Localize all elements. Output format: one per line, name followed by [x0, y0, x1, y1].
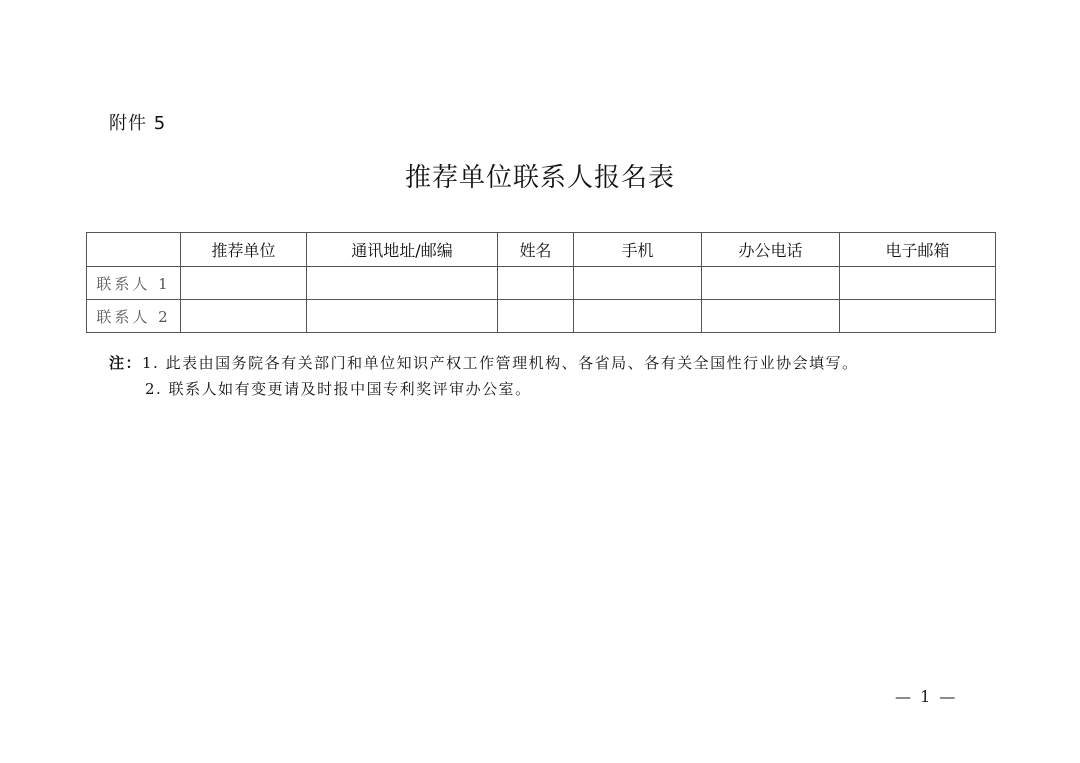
note-text-2: 2. 联系人如有变更请及时报中国专利奖评审办公室。 — [145, 380, 532, 398]
header-recommending-unit: 推荐单位 — [181, 233, 307, 267]
page-number: — 1 — — [895, 687, 958, 706]
note-item-1 — [109, 350, 859, 376]
cell-mobile-1[interactable] — [574, 267, 702, 300]
cell-address-postcode-2[interactable] — [307, 300, 498, 333]
header-corner-cell — [87, 233, 181, 267]
header-address-postcode: 通讯地址/邮编 — [307, 233, 498, 267]
cell-mobile-2[interactable] — [574, 300, 702, 333]
table-row — [87, 267, 996, 300]
page-title: 推荐单位联系人报名表 — [404, 163, 675, 193]
cell-name-1[interactable] — [498, 267, 574, 300]
table-header-row — [87, 233, 996, 267]
table-row — [87, 300, 996, 333]
cell-office-phone-2[interactable] — [702, 300, 840, 333]
row-label-contact-2: 联系人 2 — [87, 300, 181, 333]
header-name: 姓名 — [498, 233, 574, 267]
notes-section — [109, 350, 859, 402]
header-email: 电子邮箱 — [840, 233, 996, 267]
note-prefix: 注： — [109, 354, 143, 372]
cell-name-2[interactable] — [498, 300, 574, 333]
cell-address-postcode-1[interactable] — [307, 267, 498, 300]
header-mobile: 手机 — [574, 233, 702, 267]
header-office-phone: 办公电话 — [702, 233, 840, 267]
contact-registration-table — [86, 232, 996, 333]
cell-recommending-unit-1[interactable] — [181, 267, 307, 300]
note-item-2 — [109, 376, 859, 402]
cell-email-1[interactable] — [840, 267, 996, 300]
cell-office-phone-1[interactable] — [702, 267, 840, 300]
note-text-1: 1. 此表由国务院各有关部门和单位知识产权工作管理机构、各省局、各有关全国性行业协会填写。 — [142, 354, 859, 372]
cell-email-2[interactable] — [840, 300, 996, 333]
row-label-contact-1: 联系人 1 — [87, 267, 181, 300]
attachment-label: 附件 5 — [109, 113, 167, 134]
cell-recommending-unit-2[interactable] — [181, 300, 307, 333]
